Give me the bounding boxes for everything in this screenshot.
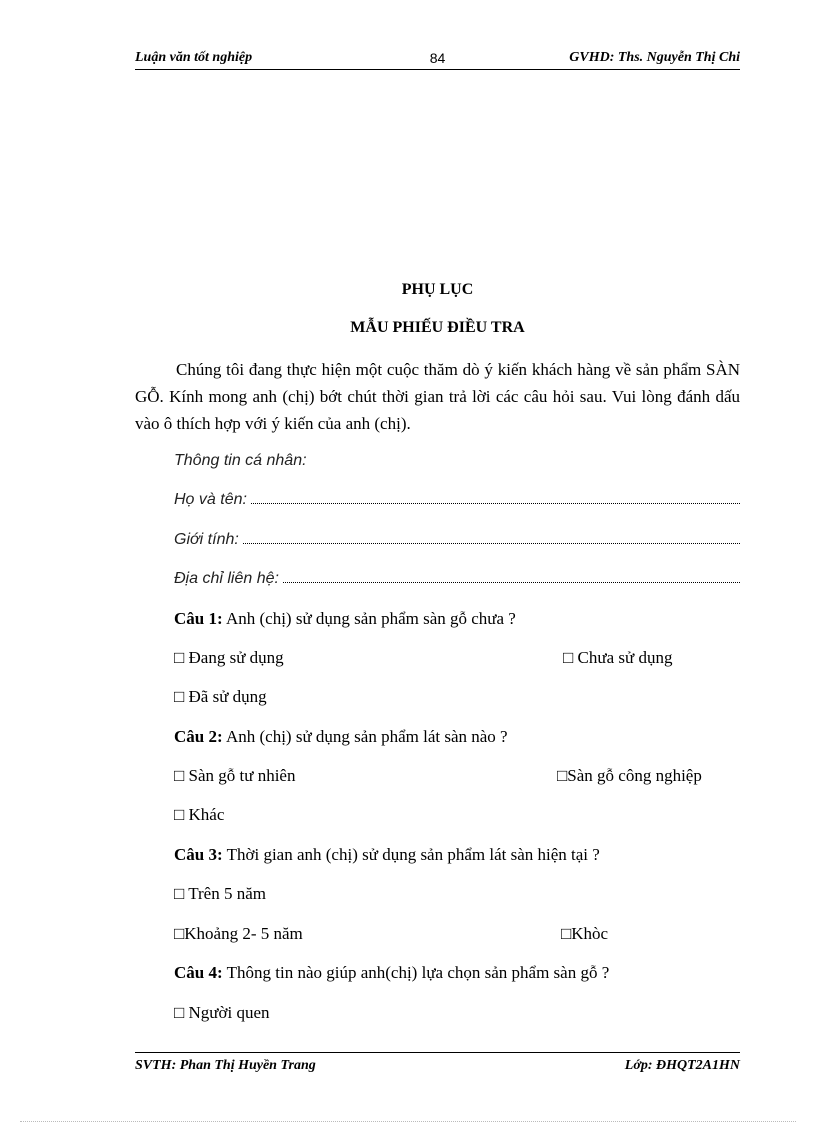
q1-option-used[interactable]: □ Đã sử dụng — [174, 687, 267, 706]
address-fill-line[interactable] — [283, 570, 740, 583]
q2-option-industrial-wood[interactable]: □Sàn gỗ công nghiệp — [557, 766, 702, 785]
question-4-text: Thông tin nào giúp anh(chị) lựa chọn sản phẩm sàn gỗ ? — [226, 963, 610, 982]
question-1-label: Câu 1: — [174, 609, 223, 628]
name-field[interactable] — [174, 491, 740, 509]
question-3 — [174, 845, 600, 865]
question-2-label: Câu 2: — [174, 727, 223, 746]
question-2 — [174, 727, 508, 747]
question-4-label: Câu 4: — [174, 963, 223, 982]
page-footer — [135, 1052, 740, 1073]
q1-option-not-used[interactable]: □ Chưa sử dụng — [563, 648, 673, 667]
q1-option-in-use[interactable]: □ Đang sử dụng — [174, 648, 284, 667]
page-number: 84 — [429, 50, 446, 66]
question-3-text: Thời gian anh (chị) sử dụng sản phẩm lát sàn hiện tại ? — [226, 845, 600, 864]
appendix-title: PHỤ LỤC — [401, 281, 474, 298]
gender-label: Giới tính: — [174, 531, 239, 548]
question-1-text: Anh (chị) sử dụng sản phẩm sàn gỗ chưa ? — [225, 609, 516, 628]
q3-option-2-5-years[interactable]: □Khoảng 2- 5 năm — [174, 924, 303, 943]
personal-info-heading: Thông tin cá nhân: — [174, 452, 307, 469]
q3-option-other[interactable]: □Khòc — [561, 924, 609, 943]
footer-class: Lớp: ĐHQT2A1HN — [624, 1058, 740, 1073]
name-fill-line[interactable] — [251, 491, 740, 504]
page-header — [135, 50, 740, 70]
header-thesis-title: Luận văn tốt nghiệp — [135, 50, 253, 65]
gender-field[interactable] — [174, 531, 740, 549]
address-label: Địa chỉ liên hệ: — [174, 570, 279, 587]
q4-option-acquaintance[interactable]: □ Người quen — [174, 1003, 270, 1022]
page-bottom-divider — [20, 1121, 796, 1122]
survey-title: MẪU PHIẾU ĐIỀU TRA — [350, 319, 525, 336]
question-4 — [174, 963, 609, 983]
header-supervisor: GVHD: Ths. Nguyễn Thị Chi — [569, 50, 740, 65]
q2-option-other[interactable]: □ Khác — [174, 805, 225, 824]
intro-text: Chúng tôi đang thực hiện một cuộc thăm dò ý kiến khách hàng về sản phẩm SÀN GỖ. Kính mong anh (chị) bớt chút thời gian trả lời các câu hỏi sau. Vui lòng đánh dấu vào ô thích hợp với ý kiến của anh (chị). — [135, 360, 740, 433]
question-1 — [174, 609, 516, 629]
question-3-label: Câu 3: — [174, 845, 223, 864]
gender-fill-line[interactable] — [243, 531, 740, 544]
intro-paragraph — [135, 356, 740, 437]
footer-student: SVTH: Phan Thị Huyền Trang — [135, 1058, 316, 1073]
question-2-text: Anh (chị) sử dụng sản phẩm lát sàn nào ? — [225, 727, 508, 746]
q2-option-natural-wood[interactable]: □ Sàn gỗ tư nhiên — [174, 766, 296, 785]
q3-option-over-5-years[interactable]: □ Trên 5 năm — [174, 884, 266, 903]
address-field[interactable] — [174, 570, 740, 588]
name-label: Họ và tên: — [174, 491, 247, 508]
